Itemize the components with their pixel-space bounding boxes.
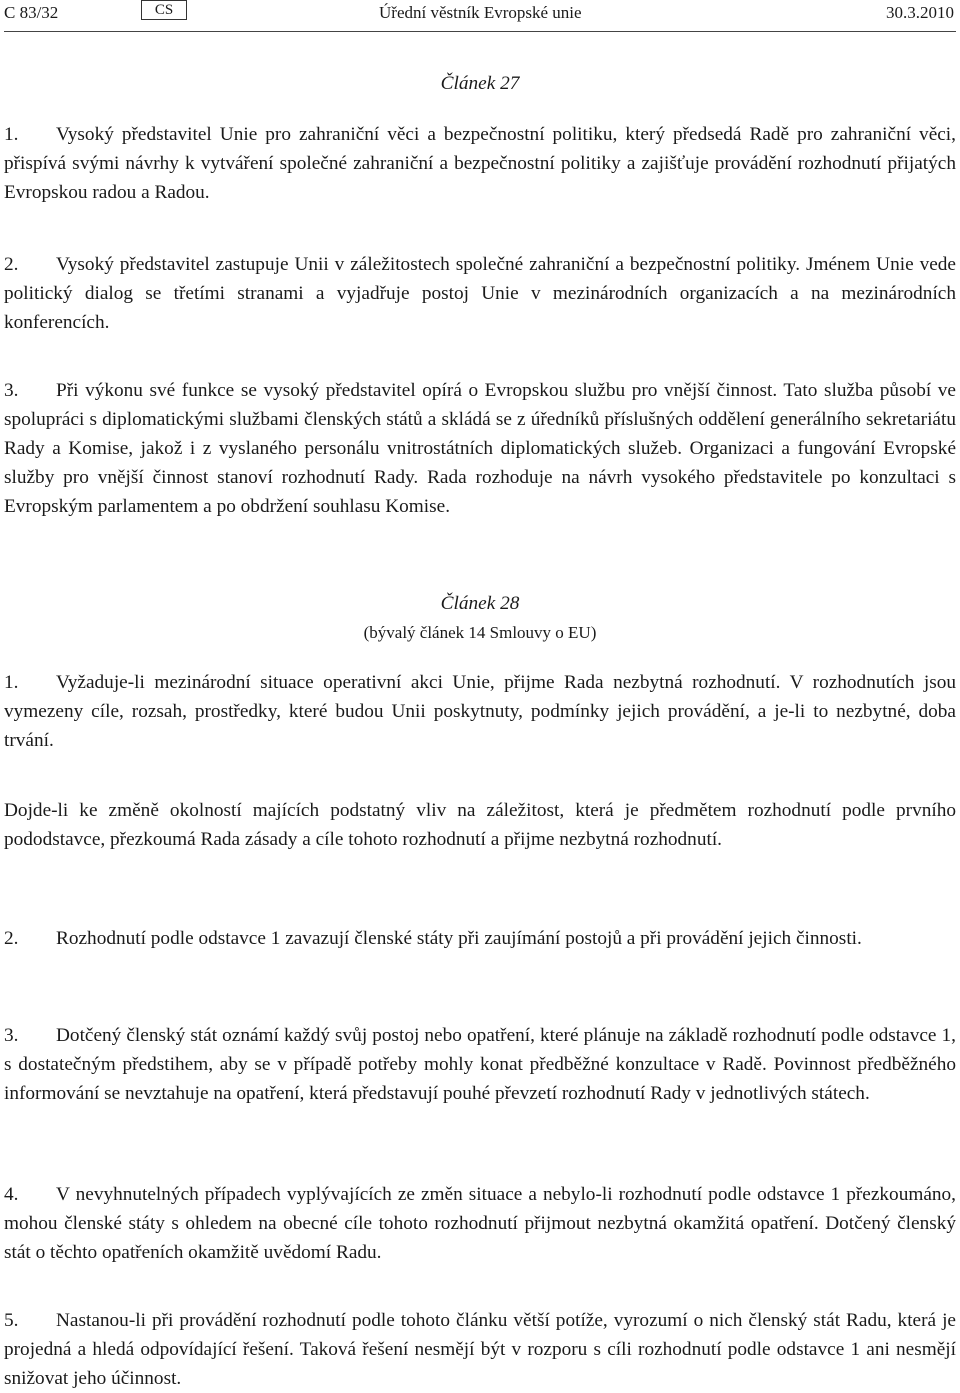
paragraph-number: 1. [4,124,19,145]
publication-date: 30.3.2010 [886,3,954,22]
paragraph-number: 5. [4,1310,19,1331]
journal-reference: C 83/32 [4,3,59,22]
journal-title: Úřední věstník Evropské unie [379,3,582,22]
article-28-paragraph-3 [4,1021,956,1108]
article-27-paragraph-3 [4,376,956,521]
language-badge: CS [141,0,187,20]
paragraph-number: 2. [4,928,19,949]
paragraph-text: Dotčený členský stát oznámí každý svůj postoj nebo opatření, které plánuje na základě rozhodnutí podle odstavce 1, s dostatečným předstihem, aby se v případě potřeby mohly konat předběžné konzultace v Radě. Povinnost předběžného informování se nevztahuje na opatření, která představují pouhé převzetí rozhodnutí Rady v jednotlivých státech. [4,1025,956,1104]
page-header [4,0,956,32]
article-28-paragraph-1-subparagraph [4,796,956,854]
paragraph-number: 4. [4,1184,19,1205]
paragraph-text: Dojde-li ke změně okolností majících podstatný vliv na záležitost, která je předmětem rozhodnutí podle prvního pododstavce, přezkoumá Rada zásady a cíle tohoto rozhodnutí a přijme nezbytná rozhodnutí. [4,800,956,850]
paragraph-number: 3. [4,1025,19,1046]
paragraph-text: Vysoký představitel zastupuje Unii v záležitostech společné zahraniční a bezpečnostní politiky. Jménem Unie vede politický dialog se třetími stranami a vyjadřuje postoj Unie v mezinárodních organizacích a na mezinárodních konferencích. [4,254,956,333]
article-28-subheading: (bývalý článek 14 Smlouvy o EU) [363,623,597,642]
article-27-heading: Článek 27 [440,73,520,94]
article-28-paragraph-5 [4,1306,956,1393]
header-divider [4,31,956,32]
paragraph-number: 1. [4,672,19,693]
paragraph-text: Při výkonu své funkce se vysoký představitel opírá o Evropskou službu pro vnější činnost. Tato služba působí ve spolupráci s diplomatickými službami členských států a skládá se z úředníků příslušných oddělení generálního sekretariátu Rady a Komise, jakož i z vyslaného personálu vnitrostátních diplomatických služeb. Organizaci a fungování Evropské služby pro vnější činnost stanoví rozhodnutí Rady. Rada rozhoduje na návrh vysokého představitele po konzultaci s Evropským parlamentem a po obdržení souhlasu Komise. [4,380,956,517]
paragraph-number: 3. [4,380,19,401]
paragraph-text: Rozhodnutí podle odstavce 1 zavazují členské státy při zaujímání postojů a při provádění jejich činnosti. [56,928,862,949]
article-28-paragraph-2 [4,924,956,953]
article-27-paragraph-2 [4,250,956,337]
article-28-paragraph-1 [4,668,956,755]
paragraph-text: Vysoký představitel Unie pro zahraniční věci a bezpečnostní politiku, který předsedá Radě pro zahraniční věci, přispívá svými návrhy k vytváření společné zahraniční a bezpečnostní politiky a zajišťuje provádění rozhodnutí přijatých Evropskou radou a Radou. [4,124,956,203]
paragraph-number: 2. [4,254,19,275]
article-28-heading: Článek 28 [440,593,520,614]
paragraph-text: Nastanou-li při provádění rozhodnutí podle tohoto článku větší potíže, vyrozumí o nich členský stát Radu, která je projedná a hledá odpovídající řešení. Taková řešení nesmějí být v rozporu s cíli rozhodnutí podle odstavce 1 ani nesmějí snižovat jeho účinnost. [4,1310,956,1389]
article-27-paragraph-1 [4,120,956,207]
article-28-paragraph-4 [4,1180,956,1267]
paragraph-text: V nevyhnutelných případech vyplývajících ze změn situace a nebylo-li rozhodnutí podle odstavce 1 přezkoumáno, mohou členské státy s ohledem na obecné cíle tohoto rozhodnutí přijmout nezbytná okamžitá opatření. Dotčený členský stát o těchto opatřeních okamžitě uvědomí Radu. [4,1184,956,1263]
paragraph-text: Vyžaduje-li mezinárodní situace operativní akci Unie, přijme Rada nezbytná rozhodnutí. V rozhodnutích jsou vymezeny cíle, rozsah, prostředky, které budou Unii poskytnuty, podmínky jejich provádění, a je-li to nezbytné, doba trvání. [4,672,956,751]
